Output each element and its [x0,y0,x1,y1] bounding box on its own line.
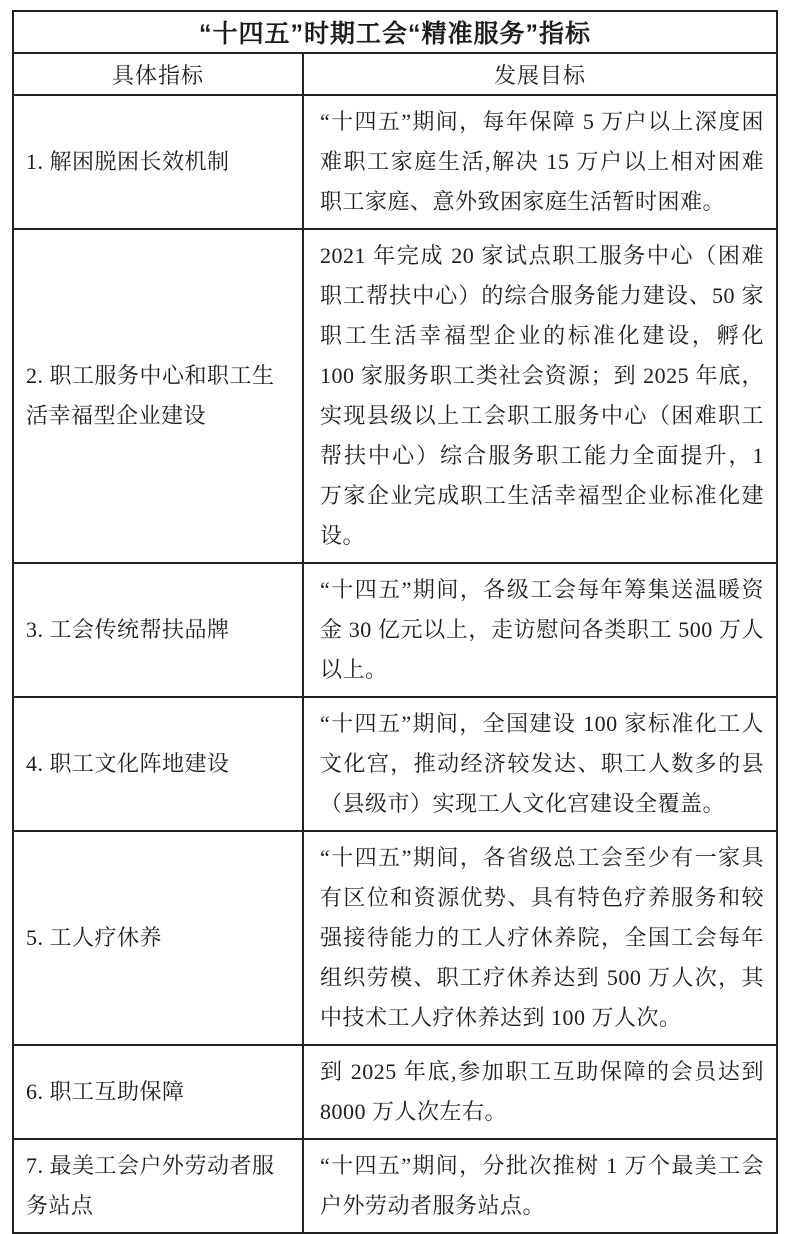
target-cell: 到 2025 年底,参加职工互助保障的会员达到 8000 万人次左右。 [303,1045,777,1139]
table-row [13,229,777,563]
indicators-table [12,10,778,1234]
indicator-cell: 5. 工人疗休养 [13,831,303,1045]
indicator-cell: 2. 职工服务中心和职工生活幸福型企业建设 [13,229,303,563]
header-indicator: 具体指标 [13,53,303,95]
indicator-cell: 7. 最美工会户外劳动者服务站点 [13,1139,303,1233]
title-row [13,11,777,53]
indicator-cell: 4. 职工文化阵地建设 [13,697,303,831]
table-row [13,563,777,697]
target-cell: “十四五”期间，各省级总工会至少有一家具有区位和资源优势、具有特色疗养服务和较强接待能力的工人疗休养院，全国工会每年组织劳模、职工疗休养达到 500 万人次，其中技术工人疗休养达到 100 万人次。 [303,831,777,1045]
header-target: 发展目标 [303,53,777,95]
target-cell: “十四五”期间，各级工会每年筹集送温暖资金 30 亿元以上，走访慰问各类职工 500 万人以上。 [303,563,777,697]
table-row [13,95,777,229]
target-cell: 2021 年完成 20 家试点职工服务中心（困难职工帮扶中心）的综合服务能力建设、50 家职工生活幸福型企业的标准化建设，孵化 100 家服务职工类社会资源；到 2025 年底，实现县级以上工会职工服务中心（困难职工帮扶中心）综合服务职工能力全面提升，1 万家企业完成职工生活幸福型企业标准化建设。 [303,229,777,563]
target-cell: “十四五”期间，分批次推树 1 万个最美工会户外劳动者服务站点。 [303,1139,777,1233]
table-title: “十四五”时期工会“精准服务”指标 [13,11,777,53]
indicator-cell: 1. 解困脱困长效机制 [13,95,303,229]
header-row [13,53,777,95]
target-cell: “十四五”期间，每年保障 5 万户以上深度困难职工家庭生活,解决 15 万户以上相对困难职工家庭、意外致困家庭生活暂时困难。 [303,95,777,229]
table-row [13,831,777,1045]
table-row [13,1045,777,1139]
indicator-cell: 3. 工会传统帮扶品牌 [13,563,303,697]
table-row [13,697,777,831]
target-cell: “十四五”期间，全国建设 100 家标准化工人文化宫，推动经济较发达、职工人数多的县（县级市）实现工人文化宫建设全覆盖。 [303,697,777,831]
table-row [13,1139,777,1233]
indicator-cell: 6. 职工互助保障 [13,1045,303,1139]
